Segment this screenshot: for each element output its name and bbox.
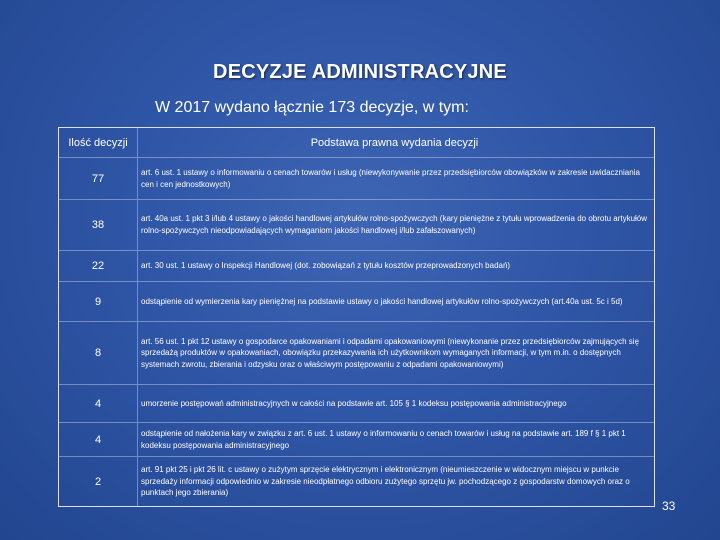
slide-title: DECYZJE ADMINISTRACYJNE	[213, 61, 507, 83]
table-row	[59, 157, 654, 199]
row-count: 77	[59, 158, 138, 199]
table-row	[59, 422, 654, 456]
table-row	[59, 250, 654, 281]
row-basis: art. 6 ust. 1 ustawy o informowaniu o cenach towarów i usług (niewykonywanie przez przedsiębiorców obowiązków w zakresie uwidaczniania cen i cen jednostkowych)	[141, 167, 640, 189]
row-basis: art. 91 pkt 25 i pkt 26 lit. c ustawy o zużytym sprzęcie elektrycznym i elektronicznym (nieumieszczenie w widocznym miejscu w punkcie sprzedaży informacji odpowiednio w zakresie nieodpłatnego odbioru zużytego sprzętu jw. pochodzącego z gospodarstw domowych oraz o punktach jego zbierania)	[141, 465, 630, 498]
row-count: 4	[59, 385, 138, 422]
header-count: Ilość decyzji	[59, 128, 138, 157]
row-count: 9	[59, 282, 138, 321]
row-basis: art. 40a ust. 1 pkt 3 i/lub 4 ustawy o jakości handlowej artykułów rolno-spożywczych (kary pieniężne z tytułu wprowadzenia do obrotu artykułów rolno-spożywczych nieodpowiadających wymaganiom jakości handlowej i/lub zafałszowanych)	[141, 214, 648, 235]
decisions-table	[58, 127, 655, 507]
row-basis: odstąpienie od nałożenia kary w związku z art. 6 ust. 1 ustawy o informowaniu o cenach towarów i usług na podstawie art. 189 f § 1 pkt 1 kodeksu postępowania administracyjnego	[141, 428, 626, 450]
header-basis: Podstawa prawna wydania decyzji	[310, 136, 479, 149]
row-count: 8	[59, 322, 138, 384]
row-count: 2	[59, 457, 138, 506]
table-row	[59, 321, 654, 384]
row-basis: odstąpienie od wymierzenia kary pieniężnej na podstawie ustawy o jakości handlowej artykułów rolno-spożywczych (art.40a ust. 5c i 5d)	[141, 296, 623, 306]
table-row	[59, 456, 654, 506]
table-row	[59, 199, 654, 250]
row-count: 4	[59, 423, 138, 456]
row-basis: umorzenie postępowań administracyjnych w całości na podstawie art. 105 § 1 kodeksu postępowania administracyjnego	[141, 398, 567, 408]
table-row	[59, 384, 654, 422]
row-count: 38	[59, 200, 138, 250]
row-count: 22	[59, 251, 138, 281]
slide-subtitle: W 2017 wydano łącznie 173 decyzje, w tym:	[155, 99, 469, 116]
table-row	[59, 281, 654, 321]
table-header-row	[59, 128, 654, 157]
row-basis: art. 30 ust. 1 ustawy o Inspekcji Handlowej (dot. zobowiązań z tytułu kosztów przeprowadzonych badań)	[141, 261, 511, 271]
page-number: 33	[662, 499, 676, 513]
row-basis: art. 56 ust. 1 pkt 12 ustawy o gospodarce opakowaniami i odpadami opakowaniowymi (niewykonanie przez przedsiębiorców zajmujących się sprzedażą produktów w opakowaniach, obowiązku przekazywania ich użytkownikom wymaganych informacji, w tym m.in. o dostępnych systemach zwrotu, zbierania i odzysku oraz o właściwym postępowaniu z odpadami opakowaniowymi)	[141, 336, 640, 369]
